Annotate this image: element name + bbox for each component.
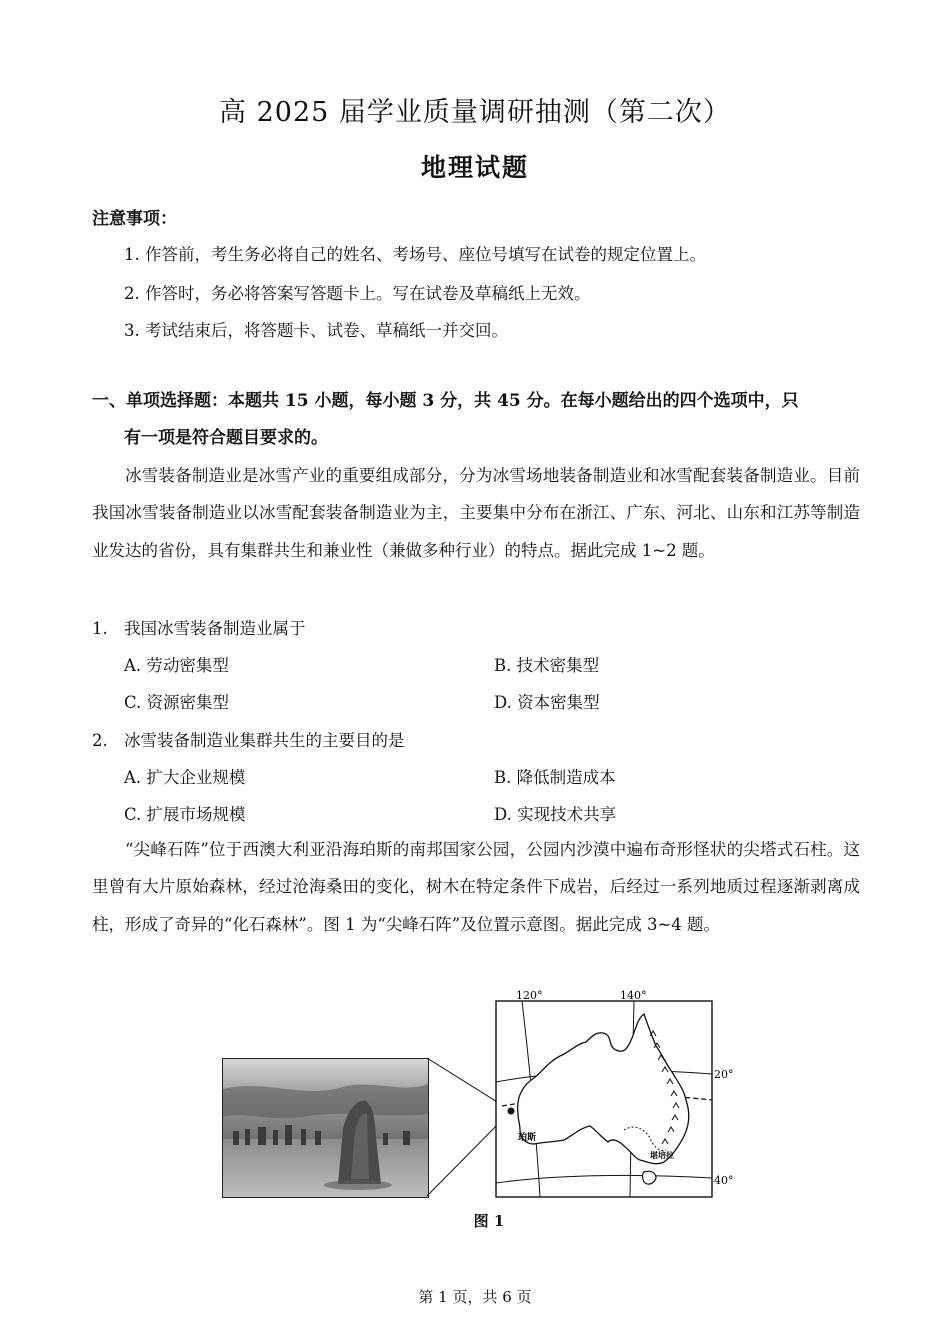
figure-1-diagram: [220, 990, 740, 1205]
question-2-text: 冰雪装备制造业集群共生的主要目的是: [124, 731, 405, 750]
passage-pinnacles: “尖峰石阵”位于西澳大利亚沿海珀斯的南邦国家公园，公园内沙漠中遍布奇形怪状的尖塔式石柱。这里曾有大片原始森林，经过沧海桑田的变化，树木在特定条件下成岩，后经过一系列地质过程逐渐剥离成柱，形成了奇异的“化石森林”。图 1 为“尖峰石阵”及位置示意图。据此完成 3~4 题。: [92, 840, 860, 934]
question-1-text: 我国冰雪装备制造业属于: [124, 619, 306, 638]
section-heading-line2: 有一项是符合题目要求的。: [124, 428, 328, 448]
exam-subject: 地理试题: [420, 153, 529, 182]
question-2-stem: [92, 727, 405, 751]
lon-label-140: 140°: [620, 990, 647, 1002]
tasmania-outline: [643, 1171, 657, 1184]
question-1-option-b: B. 技术密集型: [494, 656, 600, 675]
question-2-option-a: A. 扩大企业规模: [124, 768, 246, 787]
question-2-option-b: B. 降低制造成本: [494, 768, 616, 787]
notice-item-2: 2. 作答时，务必将答案写答题卡上。写在试卷及草稿纸上无效。: [124, 284, 591, 303]
lat-label-20: 20°: [714, 1068, 734, 1081]
question-2-number: 2.: [92, 731, 108, 750]
question-1-option-d: D. 资本密集型: [494, 693, 600, 712]
lat-label-40: 40°: [714, 1174, 734, 1187]
exam-title: 高 2025 届学业质量调研抽测（第二次）: [219, 97, 731, 128]
passage-ice-snow: 冰雪装备制造业是冰雪产业的重要组成部分，分为冰雪场地装备制造业和冰雪配套装备制造业。目前我国冰雪装备制造业以冰雪配套装备制造业为主，主要集中分布在浙江、广东、河北、山东和江苏等制造业发达的省份，具有集群共生和兼业性（兼做多种行业）的特点。据此完成 1~2 题。: [92, 466, 860, 560]
question-1-option-c: C. 资源密集型: [124, 693, 230, 712]
section-heading-line1: 一、单项选择题：本题共 15 小题，每小题 3 分，共 45 分。在每小题给出的四个选项中，只: [92, 391, 799, 411]
place-label-perth: 珀斯: [518, 1133, 537, 1143]
notice-item-1: 1. 作答前，考生务必将自己的姓名、考场号、座位号填写在试卷的规定位置上。: [124, 245, 706, 264]
question-1-option-a: A. 劳动密集型: [124, 656, 229, 675]
question-2-option-c: C. 扩展市场规模: [124, 805, 246, 824]
place-label-canberra: 堪培拉: [650, 1151, 674, 1160]
notice-heading: 注意事项：: [92, 209, 177, 229]
figure-1-caption: 图 1: [473, 1212, 505, 1230]
notice-item-3: 3. 考试结束后，将答题卡、试卷、草稿纸一并交回。: [124, 321, 508, 340]
lon-label-120: 120°: [516, 990, 543, 1002]
perth-point-icon: [508, 1108, 515, 1115]
question-2-option-d: D. 实现技术共享: [494, 805, 617, 824]
question-1-stem: [92, 615, 306, 639]
question-1-number: 1.: [92, 619, 108, 638]
page-number: 第 1 页，共 6 页: [418, 1288, 532, 1306]
